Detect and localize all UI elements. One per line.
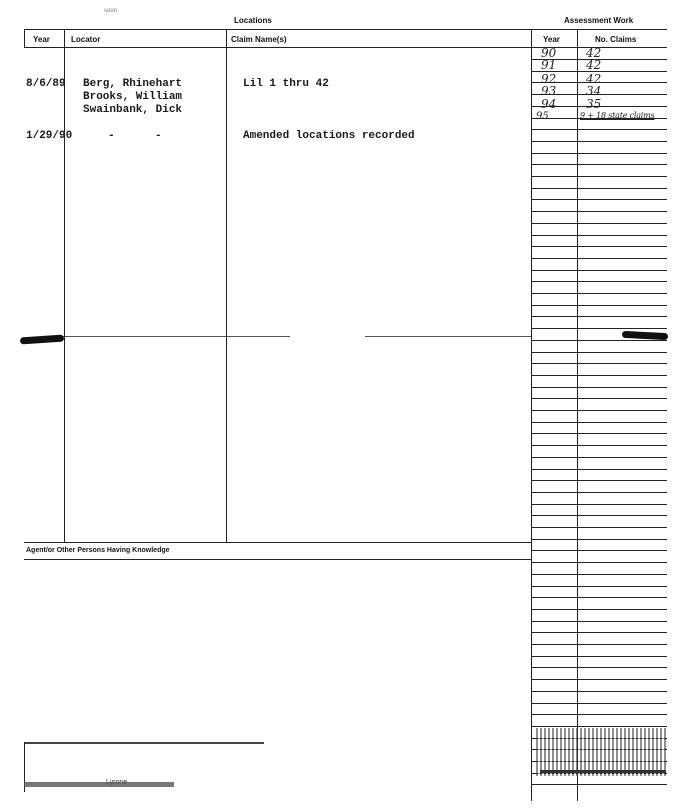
aw-claims: 35 xyxy=(586,97,602,111)
assessment-row-rule xyxy=(531,504,667,505)
agent-label-rule xyxy=(24,559,532,560)
assessment-row-rule xyxy=(531,363,667,364)
assessment-row-rule xyxy=(531,281,667,282)
assessment-row-rule xyxy=(531,644,667,645)
assessment-row-rule xyxy=(531,527,667,528)
assessment-row-rule xyxy=(531,515,667,516)
aw-year: 90 xyxy=(541,46,557,60)
header-bottom-rule xyxy=(24,47,667,48)
assessment-row-rule xyxy=(531,422,667,423)
assessment-row-rule xyxy=(531,258,667,259)
assessment-row-rule xyxy=(531,316,667,317)
top-scribble: soon xyxy=(104,8,118,14)
locations-bottom-rule xyxy=(24,542,532,543)
assessment-row-rule xyxy=(531,188,667,189)
entry-year: 1/29/90 xyxy=(26,130,73,142)
aw-claims: 42 xyxy=(586,46,602,60)
aw-year: 95 xyxy=(536,111,549,122)
assessment-row-rule xyxy=(531,328,667,329)
entry-claim: Lil 1 thru 42 xyxy=(243,78,329,90)
aw-claims: 42 xyxy=(586,72,602,86)
assessment-row-rule xyxy=(531,632,667,633)
assessment-row-rule xyxy=(531,246,667,247)
bottom-noise-right xyxy=(536,728,666,776)
entry-locator-dash: - xyxy=(155,130,162,142)
locations-assessment-divider xyxy=(531,29,532,801)
assessment-row-rule xyxy=(531,176,667,177)
entry-locator: Swainbank, Dick xyxy=(83,104,183,116)
assessment-row-rule xyxy=(531,375,667,376)
left-smudge-mark xyxy=(20,334,64,344)
aw-claims: 34 xyxy=(586,84,602,98)
midpage-rule-b xyxy=(365,336,532,337)
col-locator-header: Locator xyxy=(71,35,101,44)
midpage-rule-a xyxy=(60,336,290,337)
assessment-row-rule xyxy=(531,153,667,154)
year-locator-divider xyxy=(64,29,65,542)
col-claim-names-header: Claim Name(s) xyxy=(231,35,287,44)
assessment-row-rule xyxy=(531,621,667,622)
assessment-row-rule xyxy=(531,667,667,668)
assessment-row-rule xyxy=(531,433,667,434)
assessment-row-rule xyxy=(531,562,667,563)
assessment-row-rule xyxy=(531,164,667,165)
assessment-row-rule xyxy=(531,211,667,212)
assessment-row-rule xyxy=(531,398,667,399)
assessment-work-header: Assessment Work xyxy=(564,16,634,25)
col-year-header: Year xyxy=(33,35,50,44)
aw-claims: 9 + 18 state claims xyxy=(580,111,655,120)
right-smudge-mark xyxy=(622,331,668,340)
assessment-row-rule xyxy=(531,340,667,341)
assessment-row-rule xyxy=(531,597,667,598)
aw-year: 94 xyxy=(541,97,557,111)
assessment-row-rule xyxy=(531,726,667,727)
assessment-row-rule xyxy=(531,235,667,236)
assessment-row-rule xyxy=(531,293,667,294)
assessment-row-rule xyxy=(531,270,667,271)
bottom-noise-bar xyxy=(540,770,666,773)
entry-locator-dash: - xyxy=(108,130,115,142)
assessment-row-rule xyxy=(531,656,667,657)
agent-label: Agent/or Other Persons Having Knowledge xyxy=(26,547,170,554)
bottom-rule-left xyxy=(24,742,264,744)
assessment-row-rule xyxy=(531,457,667,458)
assessment-row-rule xyxy=(531,223,667,224)
assessment-row-rule xyxy=(531,784,667,785)
assessment-row-rule xyxy=(531,550,667,551)
assessment-row-rule xyxy=(531,480,667,481)
assessment-row-rule xyxy=(531,679,667,680)
assessment-row-rule xyxy=(531,199,667,200)
assessment-row-rule xyxy=(531,129,667,130)
left-header-edge xyxy=(24,29,25,47)
assessment-row-rule xyxy=(531,305,667,306)
assessment-row-rule xyxy=(531,352,667,353)
locator-claim-divider xyxy=(226,29,227,542)
assessment-row-rule xyxy=(531,445,667,446)
aw-claims: 42 xyxy=(586,58,602,72)
assessment-row-rule xyxy=(531,492,667,493)
col-aw-year-header: Year xyxy=(543,35,560,44)
aw-year: 92 xyxy=(541,72,557,86)
entry-locator: Brooks, William xyxy=(83,91,183,103)
aw-year-claims-divider xyxy=(577,29,578,801)
assessment-row-rule xyxy=(531,539,667,540)
col-no-claims-header: No. Claims xyxy=(595,35,637,44)
entry-claim: Amended locations recorded xyxy=(243,130,415,142)
locations-header: Locations xyxy=(234,16,272,25)
assessment-row-rule xyxy=(531,691,667,692)
aw-year: 93 xyxy=(541,84,557,98)
assessment-row-rule xyxy=(531,574,667,575)
assessment-row-rule xyxy=(531,703,667,704)
assessment-row-rule xyxy=(531,410,667,411)
aw-year: 91 xyxy=(541,58,557,72)
assessment-row-rule xyxy=(531,586,667,587)
entry-year: 8/6/89 xyxy=(26,78,66,90)
assessment-row-rule xyxy=(531,609,667,610)
assessment-row-rule xyxy=(531,141,667,142)
assessment-row-rule xyxy=(531,469,667,470)
bottom-noise-left xyxy=(24,782,174,787)
top-rule xyxy=(24,29,667,30)
entry-locator: Berg, Rhinehart xyxy=(83,78,183,90)
assessment-row-rule xyxy=(531,714,667,715)
assessment-row-rule xyxy=(531,387,667,388)
